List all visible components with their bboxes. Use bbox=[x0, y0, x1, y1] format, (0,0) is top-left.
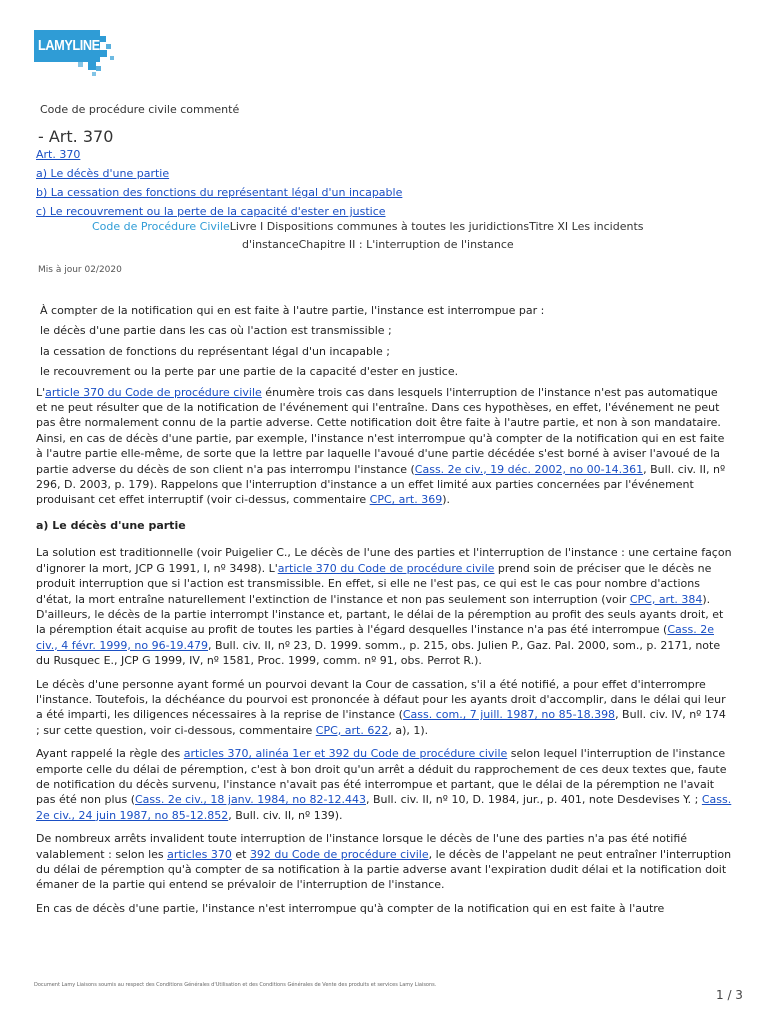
articles-370-link[interactable]: articles 370 bbox=[167, 847, 232, 861]
article-text bbox=[36, 303, 732, 380]
toc-link-cessation[interactable]: b) La cessation des fonctions du représentant légal d'un incapable bbox=[36, 186, 403, 199]
cpc-622-link[interactable]: CPC, art. 622 bbox=[315, 723, 389, 737]
breadcrumb bbox=[92, 218, 692, 254]
logo-text: LAMYLINE bbox=[38, 37, 100, 54]
table-of-contents bbox=[36, 145, 402, 221]
lamyline-logo bbox=[34, 30, 118, 80]
article-content bbox=[36, 303, 732, 924]
breadcrumb-path: Livre I Dispositions communes à toutes les juridictionsTitre XI Les incidents bbox=[229, 220, 644, 233]
articles-370-392-link[interactable]: articles 370, alinéa 1er et 392 du Code de procédure civile bbox=[183, 747, 508, 761]
cpc-384-link[interactable]: CPC, art. 384 bbox=[629, 592, 703, 606]
updated-date: Mis à jour 02/2020 bbox=[38, 265, 122, 275]
toc-link-art-370[interactable]: Art. 370 bbox=[36, 148, 81, 161]
toc-link-deces[interactable]: a) Le décès d'une partie bbox=[36, 167, 170, 180]
article-370-link[interactable]: article 370 du Code de procédure civile bbox=[277, 561, 495, 575]
commentary-paragraph: En cas de décès d'une partie, l'instance n'est interrompue qu'à compter de la notification qui en est faite à l'autre bbox=[36, 901, 665, 915]
case-link[interactable]: Cass. 2e civ., 19 déc. 2002, no 00-14.361 bbox=[414, 462, 644, 476]
intro-line: le décès d'une partie dans les cas où l'action est transmissible ; bbox=[40, 324, 392, 338]
footer-legal-note: Document Lamy Liaisons soumis au respect des Conditions Générales d'Utilisation et des Conditions Générales de Vente des produits et services Lamy Liaisons. bbox=[34, 982, 437, 988]
case-link[interactable]: Cass. 2e civ., 4 févr. 1999, no 96-19.479 bbox=[36, 623, 714, 652]
breadcrumb-path-line2: d'instanceChapitre II : L'interruption de l'instance bbox=[242, 238, 514, 251]
commentary-paragraph: Ayant rappelé la règle des articles 370, alinéa 1er et 392 du Code de procédure civile selon lequel l'interruption de l'instance emporte celle du délai de péremption, c'est à bon droit qu'un arrêt a déduit du rapprochement de ces deux textes que, faute de notification du décès survenu, l'instance n'avait pas été interrompue et partant, que le délai de la péremption ne l'avait pas été non plus (Cass. 2e civ., 18 janv. 1984, no 82-12.443, Bull. civ. II, nº 10, D. 1984, jur., p. 401, note Desdevises Y. ; Cass. 2e civ., 24 juin 1987, no 85-12.852, Bull. civ. II, nº 139). bbox=[36, 747, 732, 822]
cpc-369-link[interactable]: CPC, art. 369 bbox=[369, 493, 443, 507]
article-title: - Art. 370 bbox=[38, 127, 114, 146]
page-indicator: 1 / 3 bbox=[716, 988, 743, 1002]
intro-line: la cessation de fonctions du représentant légal d'un incapable ; bbox=[40, 344, 390, 358]
case-link[interactable]: Cass. com., 7 juill. 1987, no 85-18.398 bbox=[402, 708, 616, 722]
case-link[interactable]: Cass. 2e civ., 24 juin 1987, no 85-12.852 bbox=[36, 793, 732, 822]
article-370-link[interactable]: article 370 du Code de procédure civile bbox=[45, 385, 262, 399]
commentary-paragraph: L'article 370 du Code de procédure civile énumère trois cas dans lesquels l'interruption de l'instance n'est pas automatique et ne peut résulter que de la notification de l'événement qui l'entraîne. Dans ces hypothèses, en effet, l'événement ne peut pas être normalement connu de la partie adverse. Cette notification doit être faite à l'autre partie, et non à son mandataire. Ainsi, en cas de décès d'une partie, par exemple, l'instance n'est interrompue qu'à compter de la notification qui en est faite à l'autre partie elle-même, de sorte que la lettre par laquelle l'avoué d'une partie décédée s'est borné à aviser l'avoué de la partie adverse du décès de son client n'a pas interrompu l'instance (Cass. 2e civ., 19 déc. 2002, no 00-14.361, Bull. civ. II, nº 296, D. 2003, p. 179). Rappelons que l'interruption d'instance a un effet limité aux parties concernées par l'événement produisant cet effet interruptif (voir ci-dessus, commentaire CPC, art. 369). bbox=[36, 385, 726, 507]
toc-link-capacite[interactable]: c) Le recouvrement ou la perte de la capacité d'ester en justice bbox=[36, 205, 386, 218]
case-link[interactable]: Cass. 2e civ., 18 janv. 1984, no 82-12.443 bbox=[135, 793, 366, 807]
document-header-title: Code de procédure civile commenté bbox=[40, 103, 240, 116]
intro-line: À compter de la notification qui en est faite à l'autre partie, l'instance est interrompue par : bbox=[40, 304, 545, 317]
breadcrumb-code-link[interactable]: Code de Procédure Civile bbox=[92, 220, 230, 233]
commentary-paragraph: De nombreux arrêts invalident toute interruption de l'instance lorsque le décès de l'une des parties n'a pas été notifié valablement : selon les articles 370 et 392 du Code de procédure civile, le décès de l'appelant ne peut entraîner l'interruption du délai de péremption qu'à compter de sa notification à la partie adverse avant l'expiration dudit délai et la notification doit émaner de la partie qui entend se prévaloir de l'interruption de l'instance. bbox=[36, 832, 732, 892]
intro-line: le recouvrement ou la perte par une partie de la capacité d'ester en justice. bbox=[40, 365, 459, 379]
commentary-paragraph: Le décès d'une personne ayant formé un pourvoi devant la Cour de cassation, s'il a été notifié, a pour effet d'interrompre l'instance. Toutefois, la déchéance du pourvoi est prononcée à défaut pour les ayants droit d'accomplir, dans le délai qui leur a été imparti, les diligences nécessaires à la reprise de l'instance (Cass. com., 7 juill. 1987, no 85-18.398, Bull. civ. IV, nº 174 ; sur cette question, voir ci-dessous, commentaire CPC, art. 622, a), 1). bbox=[36, 677, 726, 737]
article-392-link[interactable]: 392 du Code de procédure civile bbox=[249, 847, 429, 861]
section-heading: a) Le décès d'une partie bbox=[36, 518, 186, 532]
commentary-paragraph: La solution est traditionnelle (voir Puigelier C., Le décès de l'une des parties et l'interruption de l'instance : une certaine façon d'ignorer la mort, JCP G 1991, I, nº 3498). L'article 370 du Code de procédure civile prend soin de préciser que le décès ne produit interruption que si l'action est transmissible. En effet, si elle ne l'est pas, ce qui est le cas pour nombre d'actions d'état, la mort entraîne naturellement l'extinction de l'instance et non pas seulement son interruption (voir CPC, art. 384). D'ailleurs, le décès de la partie interrompt l'instance et, partant, le délai de la péremption au profit des seuls ayants droit, et la péremption était acquise au profit de toutes les parties à l'égard desquelles l'instance n'a pas été interrompue (Cass. 2e civ., 4 févr. 1999, no 96-19.479, Bull. civ. II, nº 23, D. 1999. somm., p. 215, obs. Julien P., Gaz. Pal. 2000, som., p. 2171, note du Rusquec E., JCP G 1999, IV, nº 1581, Proc. 1999, comm. nº 91, obs. Perrot R.). bbox=[36, 546, 732, 668]
